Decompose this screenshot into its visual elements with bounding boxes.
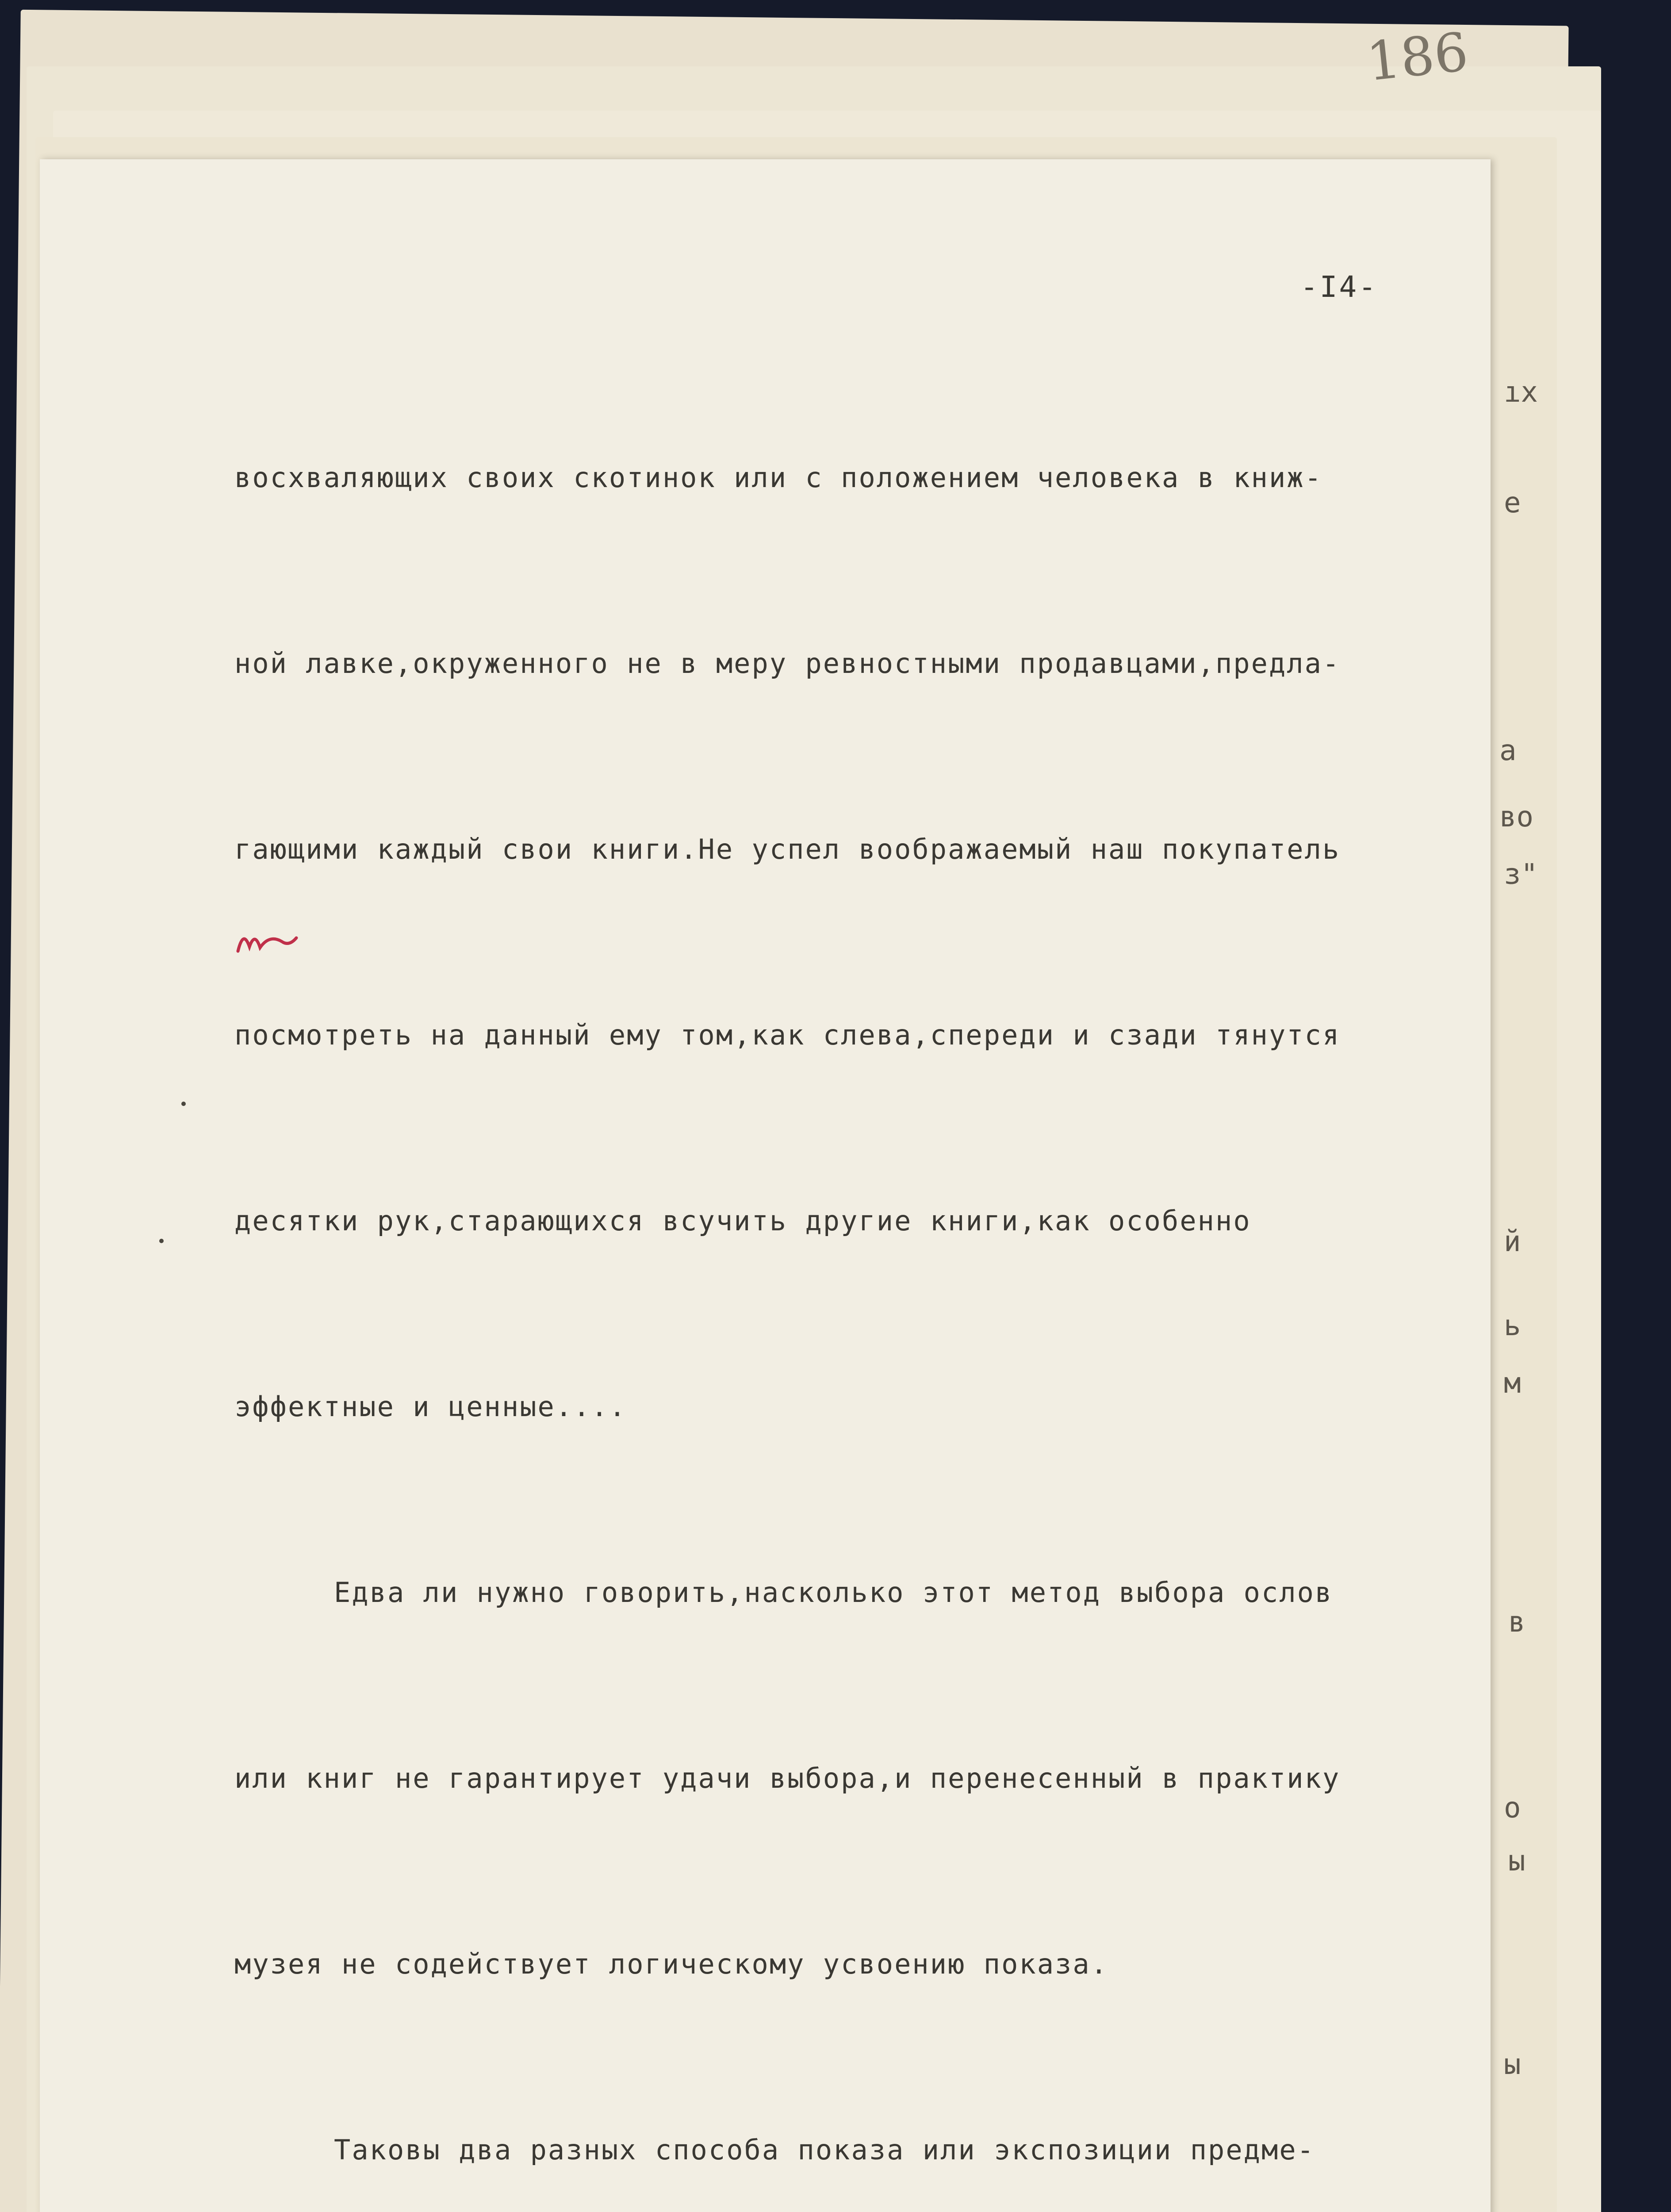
edge-fragment: в <box>1508 1606 1525 1639</box>
edge-fragment: ы <box>1508 1845 1525 1878</box>
edge-fragment: ь <box>1504 1310 1521 1342</box>
ink-speck <box>159 1239 164 1243</box>
text-line: посмотреть на данный ему том,как слева,спереди и сзади тянутся <box>234 1019 1341 1051</box>
text-line: эффектные и ценные.... <box>234 1390 627 1423</box>
page-body <box>234 323 1517 2212</box>
page-number: -I4- <box>1300 270 1378 304</box>
text-line: гающими каждый свои книги.Не успел воображаемый наш покупатель <box>234 833 1341 865</box>
edge-fragment: м <box>1504 1367 1521 1400</box>
text-line: десятки рук,старающихся всучить другие книги,как особенно <box>234 1205 1251 1237</box>
typewritten-page <box>40 159 1491 2212</box>
ink-speck <box>181 1102 186 1106</box>
edge-fragment: а <box>1499 734 1517 767</box>
edge-fragment: ы <box>1504 2048 1521 2081</box>
edge-fragment: з" <box>1504 858 1538 891</box>
text-line: или книг не гарантирует удачи выбора,и перенесенный в практику <box>234 1762 1341 1794</box>
edge-fragment: во <box>1499 801 1534 833</box>
edge-fragment: о <box>1504 1792 1521 1824</box>
correction-stroke <box>238 938 296 951</box>
text-line: Таковы два разных способа показа или экспозиции предме- <box>334 2134 1315 2166</box>
edge-fragment: е <box>1504 487 1521 519</box>
text-line: музея не содействует логическому усвоению показа. <box>234 1948 1109 1980</box>
edge-fragment: ıх <box>1504 376 1538 409</box>
edge-fragment: й <box>1504 1225 1521 1258</box>
text-line: ной лавке,окруженного не в меру ревностными продавцами,предла- <box>234 647 1341 680</box>
red-correction-mark <box>234 920 301 960</box>
text-line: Едва ли нужно говорить,насколько этот метод выбора ослов <box>334 1576 1333 1609</box>
text-line: восхваляющих своих скотинок или с положением человека в книж- <box>234 461 1322 494</box>
folio-number: 186 <box>1364 21 1471 93</box>
